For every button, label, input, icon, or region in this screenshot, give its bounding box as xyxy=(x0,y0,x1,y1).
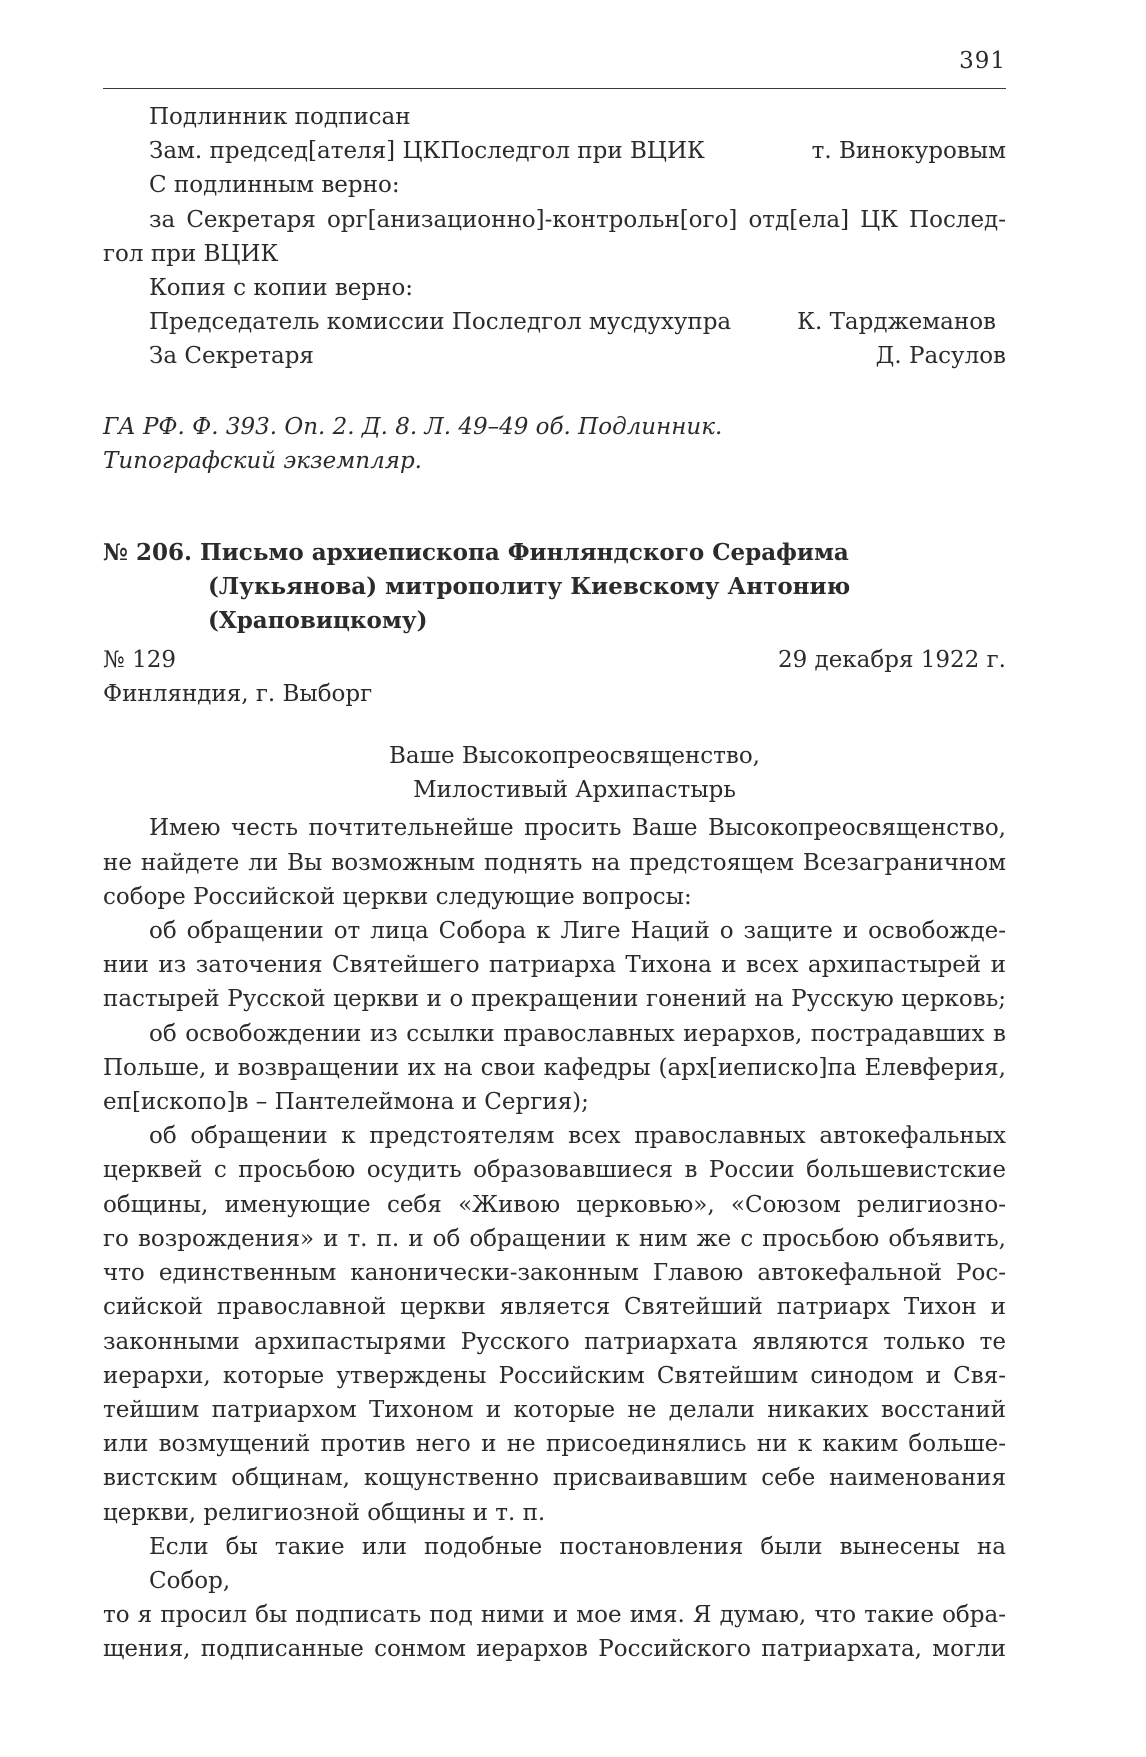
secretary-line-1: за Секретаря орг[анизационно]-контрольн[ого] отд[ела] ЦК Послед- xyxy=(149,206,1006,233)
p2-line: пастырей Русской церкви и о прекращении гонений на Русскую церковь; xyxy=(103,986,1006,1013)
p4-line: что единственным канонически-законным Главою автокефальной Рос- xyxy=(103,1260,1006,1287)
p5-line: Если бы такие или подобные постановления были вынесены на Собор, xyxy=(149,1533,1006,1594)
p4-line: законными архипастырями Русского патриархата являются только те xyxy=(103,1328,1006,1355)
p4-line: церквей с просьбою осудить образовавшиеся в России большевистские xyxy=(103,1157,1006,1184)
p4-line: церкви, религиозной общины и т. п. xyxy=(103,1499,546,1526)
document-number: № 129 xyxy=(103,646,176,673)
p4-line: об обращении к предстоятелям всех православных автокефальных xyxy=(149,1123,1006,1150)
chairman-name: К. Тарджеманов xyxy=(797,309,996,336)
page-number: 391 xyxy=(959,48,1006,74)
chairman-line xyxy=(103,305,1006,339)
p1-line: соборе Российской церкви следующие вопросы: xyxy=(103,883,692,910)
salutation-line-1: Ваше Высокопреосвященство, xyxy=(389,743,760,770)
source-line-1: ГА РФ. Ф. 393. Оп. 2. Д. 8. Л. 49–49 об. Подлинник. xyxy=(103,413,723,440)
p2-line: нии из заточения Святейшего патриарха Тихона и всех архипастырей и xyxy=(103,952,1006,979)
signature-block xyxy=(103,100,1006,374)
deputy-name: т. Винокуровым xyxy=(811,138,1006,165)
salutation-line-2: Милостивый Архипастырь xyxy=(413,777,736,804)
p1-line: не найдете ли Вы возможным поднять на предстоящем Всезаграничном xyxy=(103,849,1006,876)
p4-line: сийской православной церкви является Святейший патриарх Тихон и xyxy=(103,1294,1006,1321)
deputy-title: Зам. председ[ателя] ЦКПоследгол при ВЦИК xyxy=(149,138,705,165)
secretary-sign-line xyxy=(103,339,1006,373)
secretary-name: Д. Расулов xyxy=(875,343,1006,370)
salutation xyxy=(103,739,1006,807)
p2-line: об обращении от лица Собора к Лиге Наций о защите и освобожде- xyxy=(149,918,1006,945)
letter-body xyxy=(103,811,1006,1666)
p3-line: об освобождении из ссылки православных иерархов, пострадавших в xyxy=(149,1020,1006,1047)
deputy-line xyxy=(103,134,1006,168)
p5-line: щения, подписанные сонмом иерархов Российского патриархата, могли xyxy=(103,1636,1006,1663)
title-line-1: № 206. Письмо архиепископа Финляндского Серафима xyxy=(103,539,849,567)
secretary-line-2: гол при ВЦИК xyxy=(103,240,279,267)
p4-line: общины, именующие себя «Живою церковью», «Союзом религиозно- xyxy=(103,1191,1006,1218)
title-line-2: (Лукьянова) митрополиту Киевскому Антонию xyxy=(208,573,851,601)
document-title xyxy=(103,536,1006,639)
p3-line: Польше, и возвращении их на свои кафедры (арх[иеписко]па Елевферия, xyxy=(103,1054,1006,1081)
true-copy: С подлинным верно: xyxy=(149,172,400,199)
original-signed: Подлинник подписан xyxy=(149,104,411,130)
secretary-title: За Секретаря xyxy=(149,343,314,370)
p4-line: иерархи, которые утверждены Российским Святейшим синодом и Свя- xyxy=(103,1362,1006,1389)
title-line-3: (Храповицкому) xyxy=(208,607,428,635)
document-meta xyxy=(103,643,1006,677)
document-place: Финляндия, г. Выборг xyxy=(103,680,373,707)
p4-line: го возрождения» и т. п. и об обращении к ним же с просьбою объявить, xyxy=(103,1225,1006,1252)
document-date: 29 декабря 1922 г. xyxy=(777,646,1006,673)
page-content xyxy=(103,100,1006,1667)
p4-line: тейшим патриархом Тихоном и которые не делали никаких восстаний xyxy=(103,1396,1006,1423)
p4-line: вистским общинам, кощунственно присваивавшим себе наименования xyxy=(103,1465,1006,1492)
p5-line: то я просил бы подписать под ними и мое имя. Я думаю, что такие обра- xyxy=(103,1602,1006,1629)
chairman-title: Председатель комиссии Последгол мусдухупра xyxy=(149,309,732,336)
source-note xyxy=(103,410,1006,478)
p1-line: Имею честь почтительнейше просить Ваше Высокопреосвященство, xyxy=(149,815,1006,842)
p3-line: еп[ископо]в – Пантелеймона и Сергия); xyxy=(103,1089,589,1116)
p4-line: или возмущений против него и не присоединялись ни к каким больше- xyxy=(103,1431,1006,1458)
source-line-2: Типографский экземпляр. xyxy=(103,447,422,474)
copy-of-copy: Копия с копии верно: xyxy=(149,275,414,302)
header-rule xyxy=(103,88,1006,89)
